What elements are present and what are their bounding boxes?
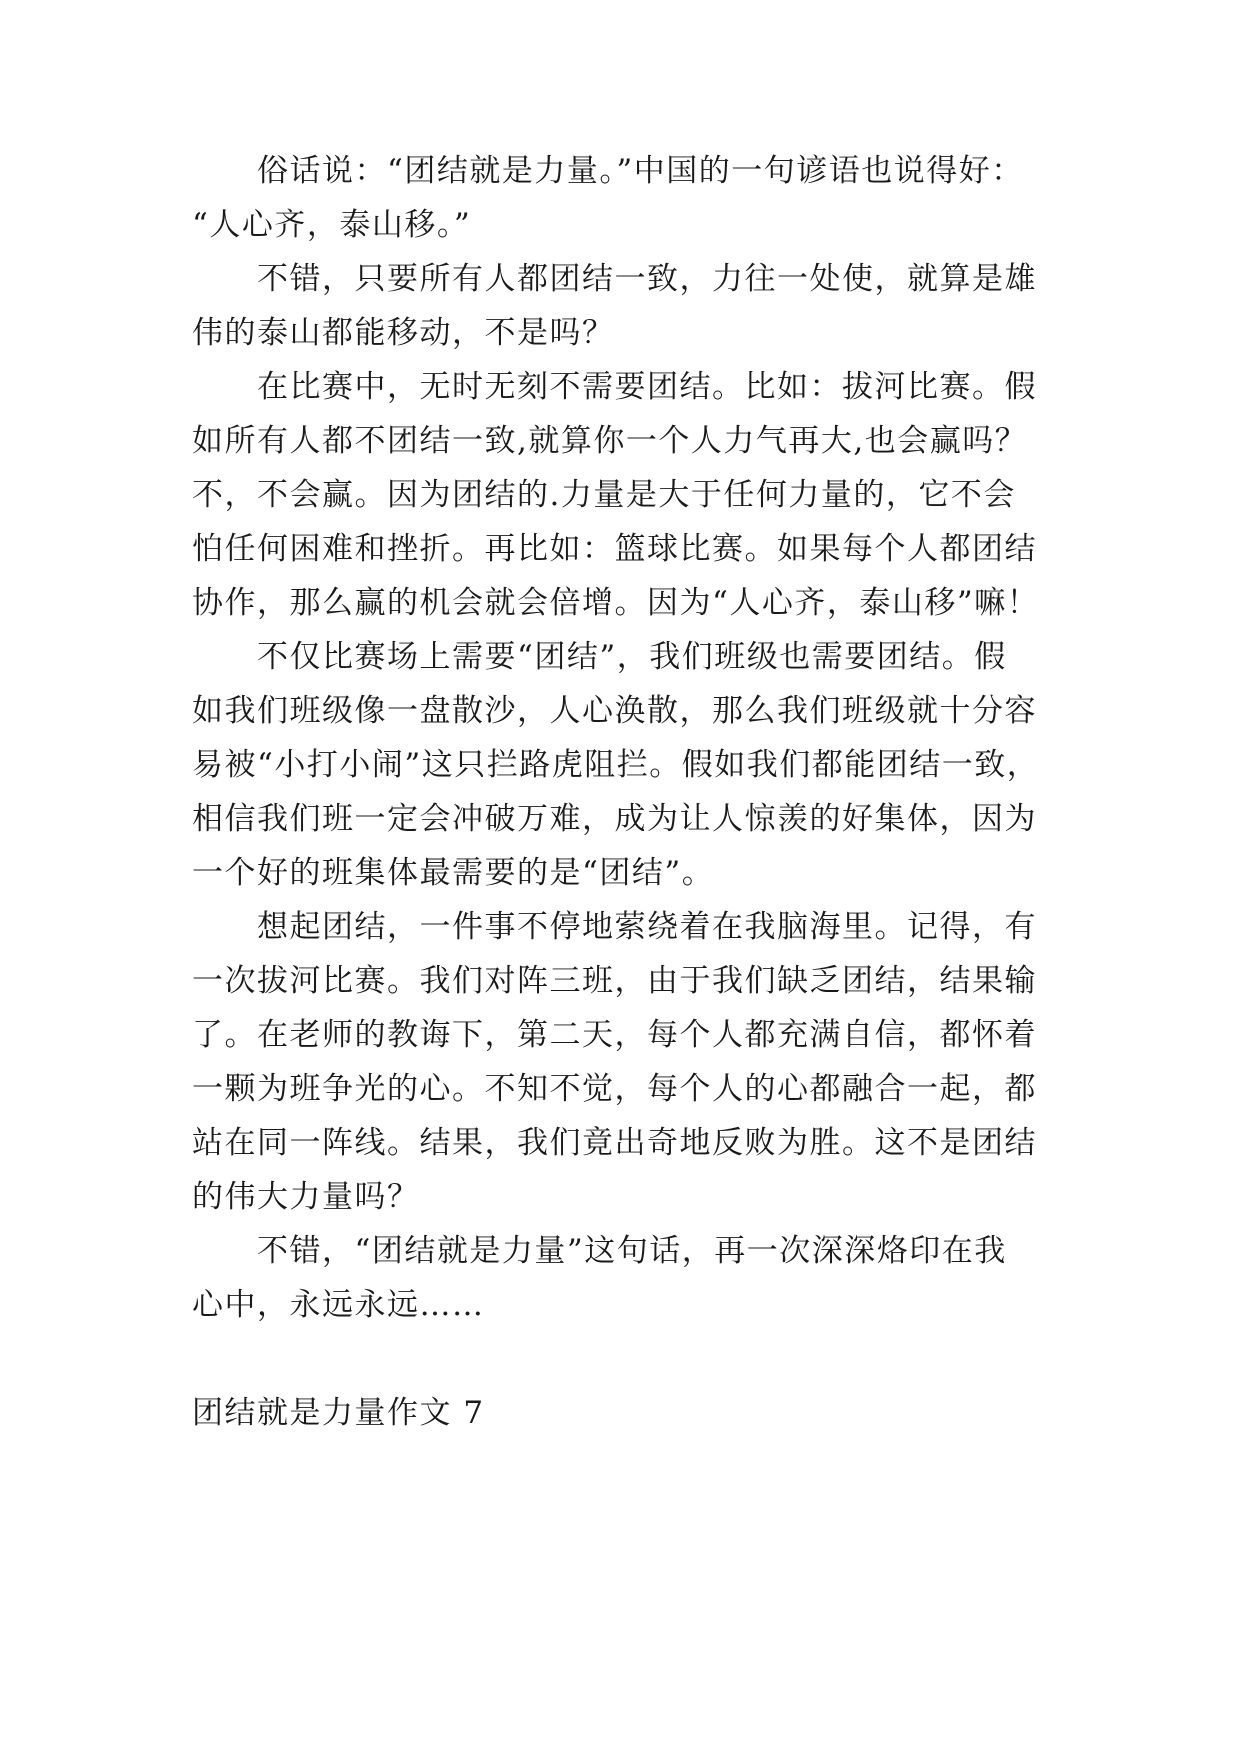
paragraph-line: 想起团结，一件事不停地萦绕着在我脑海里。记得，有 xyxy=(257,909,1037,945)
paragraph-line: 如我们班级像一盘散沙，人心涣散，那么我们班级就十分容 xyxy=(192,693,1037,729)
paragraph-line: 怕任何困难和挫折。再比如：篮球比赛。如果每个人都团结 xyxy=(192,531,1037,567)
paragraph-line: 站在同一阵线。结果，我们竟出奇地反败为胜。这不是团结 xyxy=(192,1125,1037,1161)
paragraph-line: 一颗为班争光的心。不知不觉，每个人的心都融合一起，都 xyxy=(192,1071,1037,1107)
paragraph-line: 相信我们班一定会冲破万难，成为让人惊羡的好集体，因为 xyxy=(192,801,1037,837)
paragraph-line: 如所有人都不团结一致,就算你一个人力气再大,也会赢吗？ xyxy=(192,423,1028,459)
paragraph-line: 不仅比赛场上需要“团结”，我们班级也需要团结。假 xyxy=(257,639,1007,675)
paragraph-line: 不错，只要所有人都团结一致，力往一处使，就算是雄 xyxy=(257,261,1037,297)
paragraph-line: 的伟大力量吗？ xyxy=(192,1179,420,1215)
paragraph-line: 俗话说：“团结就是力量。”中国的一句谚语也说得好： xyxy=(257,153,1024,189)
paragraph-line: 协作，那么赢的机会就会倍增。因为“人心齐，泰山移”嘛！ xyxy=(192,585,1040,621)
paragraph-line: 易被“小打小闹”这只拦路虎阻拦。假如我们都能团结一致， xyxy=(192,747,1040,783)
paragraph-line: 心中，永远永远…… xyxy=(192,1287,485,1323)
paragraph-line: “人心齐，泰山移。” xyxy=(192,207,472,243)
paragraph-line: 了。在老师的教诲下，第二天，每个人都充满自信，都怀着 xyxy=(192,1017,1037,1053)
paragraph-line: 一个好的班集体最需要的是“团结”。 xyxy=(192,855,715,891)
paragraph-line: 一次拔河比赛。我们对阵三班，由于我们缺乏团结，结果输 xyxy=(192,963,1037,999)
paragraph-line: 不错，“团结就是力量”这句话，再一次深深烙印在我 xyxy=(257,1233,1007,1269)
paragraph-line: 在比赛中，无时无刻不需要团结。比如：拔河比赛。假 xyxy=(257,369,1037,405)
section-title: 团结就是力量作文 7 xyxy=(192,1395,485,1431)
paragraph-line: 不，不会赢。因为团结的.力量是大于任何力量的，它不会 xyxy=(192,477,1016,513)
paragraph-line: 伟的泰山都能移动，不是吗？ xyxy=(192,315,615,351)
